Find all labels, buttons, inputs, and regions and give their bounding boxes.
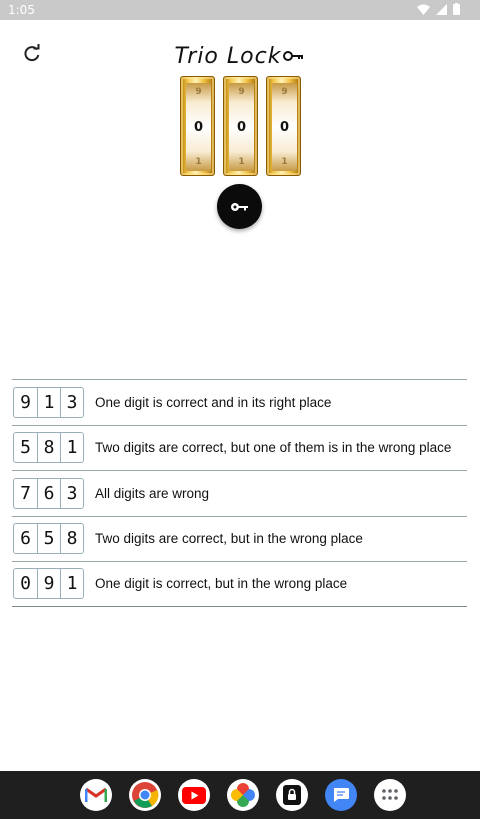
clue-digits [13,523,84,554]
messages-app[interactable] [325,779,357,811]
clue-digit: 3 [60,388,83,417]
app-dock [0,771,480,819]
clue-digit: 8 [37,433,60,462]
clue-digit: 9 [37,569,60,598]
key-icon [230,201,250,213]
status-icons [417,3,460,15]
messages-icon [332,787,350,803]
unlock-button[interactable] [217,184,262,229]
clue-text: All digits are wrong [95,485,210,501]
status-bar [0,0,480,20]
wheel-digit-current: 0 [193,119,204,135]
clue-row [12,470,467,516]
clue-digit: 5 [20,437,31,459]
clue-digit: 1 [37,388,60,417]
title-bar [160,40,320,72]
wheel-digit-below: 1 [195,157,202,167]
clue-digits [13,387,84,418]
photos-icon [230,782,256,808]
clue-row [12,425,467,471]
clue-row [12,561,467,607]
clue-digits [13,568,84,599]
page-title: Trio Lock [174,43,282,69]
wheel-digit-above: 9 [195,87,202,97]
status-time: 1:05 [8,3,35,17]
clue-digit: 3 [60,479,83,508]
clue-digit: 6 [20,528,31,550]
lock-wheel-2[interactable] [223,76,258,176]
wheel-digit-below: 1 [238,157,245,167]
wheel-digit-above: 9 [238,87,245,97]
wheel-digit-current: 0 [279,119,290,135]
lock-wheel-1[interactable] [180,76,215,176]
refresh-icon [20,42,44,66]
dock-apps [80,779,406,811]
chrome-icon [131,781,159,809]
youtube-app[interactable] [178,779,210,811]
clue-row [12,516,467,562]
clue-text: One digit is correct, but in the wrong place [95,576,348,592]
clue-digit: 1 [60,569,83,598]
clue-row [12,379,467,425]
youtube-icon [182,787,206,804]
battery-icon [453,3,460,15]
clue-digits [13,478,84,509]
lock-wheel-3[interactable] [266,76,301,176]
clue-text: One digit is correct and in its right place [95,394,332,410]
chrome-app[interactable] [129,779,161,811]
key-icon [283,49,305,63]
gmail-app[interactable] [80,779,112,811]
clue-digit: 6 [37,479,60,508]
signal-icon [436,4,447,15]
app-drawer-icon [382,789,398,801]
clue-digit: 8 [60,524,83,553]
wheel-digit-above: 9 [281,87,288,97]
clue-text: Two digits are correct, but one of them is in the wrong place [95,440,452,456]
clue-digit: 0 [20,573,31,595]
photos-app[interactable] [227,779,259,811]
wifi-icon [417,4,430,15]
clue-digits [13,432,84,463]
combination-lock [180,76,301,176]
clue-digit: 7 [20,482,31,504]
wheel-digit-current: 0 [236,119,247,135]
lock-screen-app[interactable] [276,779,308,811]
clue-text: Two digits are correct, but in the wrong place [95,531,363,547]
clue-digit: 5 [37,524,60,553]
clue-list [12,379,467,607]
gmail-icon [85,787,107,803]
lock-screen-icon [283,785,301,805]
app-drawer[interactable] [374,779,406,811]
clue-digit: 9 [20,391,31,413]
wheel-digit-below: 1 [281,157,288,167]
clue-digit: 1 [60,433,83,462]
reset-button[interactable] [20,42,44,66]
